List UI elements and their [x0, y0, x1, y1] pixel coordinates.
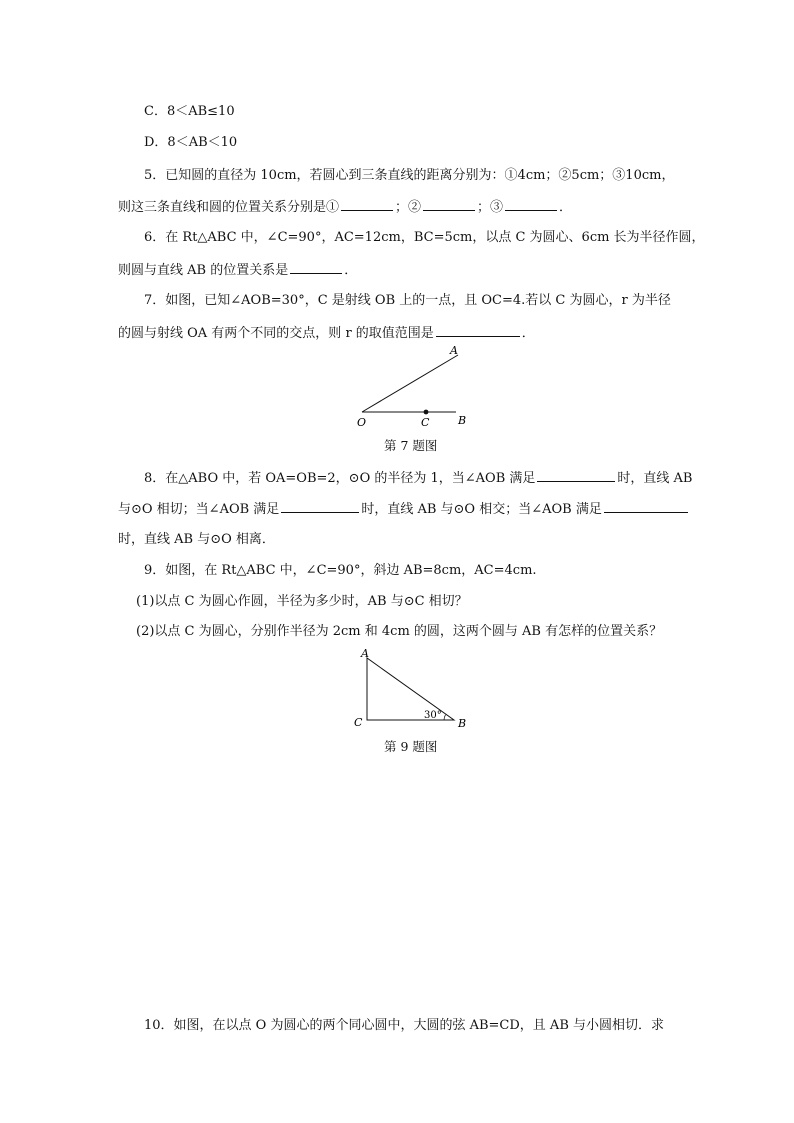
q6-text-a: 则圆与直线 AB 的位置关系是 — [118, 263, 289, 278]
q7-figure — [350, 343, 480, 431]
q9-line-1: 9．如图，在 Rt△ABC 中，∠C=90°，斜边 AB=8cm，AC=4cm. — [144, 563, 537, 578]
label-c: C — [354, 716, 363, 729]
q9-line-3: (2)以点 C 为圆心，分别作半径为 2cm 和 4cm 的圆，这两个圆与 AB 有怎样的位置关系？ — [136, 624, 663, 639]
q6-text-b: ． — [344, 263, 358, 278]
point-c — [424, 410, 429, 415]
angle-b-arc — [444, 715, 446, 720]
q4-option-c: C．8＜AB≤10 — [144, 104, 235, 119]
q9-caption: 第 9 题图 — [384, 739, 438, 754]
q10-line-1: 10．如图，在以点 O 为圆心的两个同心圆中，大圆的弦 AB=CD，且 AB 与小圆相切．求 — [144, 1018, 665, 1033]
q5-text-d: ． — [559, 200, 573, 215]
q8-text-1b: 时，直线 AB — [617, 471, 693, 486]
label-o: O — [357, 416, 367, 429]
q8-blank-1[interactable] — [537, 467, 615, 482]
q5-blank-1[interactable] — [341, 196, 393, 211]
label-b: B — [458, 717, 467, 730]
q8-text-2a: 与⊙O 相切；当∠AOB 满足 — [118, 502, 280, 517]
q7-text-a: 的圆与射线 OA 有两个不同的交点，则 r 的取值范围是 — [118, 326, 434, 341]
label-a: A — [450, 344, 458, 357]
q5-text-a: 则这三条直线和圆的位置关系分别是① — [118, 200, 340, 215]
q7-text-b: ． — [521, 326, 535, 341]
q6-blank[interactable] — [290, 259, 342, 274]
q7-blank[interactable] — [436, 322, 520, 337]
q5-text-b: ；② — [395, 200, 422, 215]
q9-figure — [352, 646, 472, 732]
q5-line-2 — [118, 196, 572, 218]
q5-blank-2[interactable] — [423, 196, 475, 211]
q8-text-2b: 时，直线 AB 与⊙O 相交；当∠AOB 满足 — [361, 502, 602, 517]
q4-option-d: D．8＜AB＜10 — [144, 135, 238, 150]
q8-blank-2[interactable] — [281, 498, 359, 513]
q7-caption: 第 7 题图 — [384, 438, 438, 453]
label-b: B — [458, 414, 467, 427]
q8-text-1a: 8．在△ABO 中，若 OA=OB=2，⊙O 的半径为 1，当∠AOB 满足 — [144, 471, 536, 486]
ray-oa — [362, 355, 458, 412]
q5-line-1: 5．已知圆的直径为 10cm，若圆心到三条直线的距离分别为：①4cm；②5cm；③10cm， — [144, 168, 675, 183]
q8-line-2 — [118, 498, 690, 520]
label-a: A — [361, 647, 369, 660]
q7-line-1: 7．如图，已知∠AOB=30°，C 是射线 OB 上的一点，且 OC=4.若以 C 为圆心，r 为半径 — [144, 293, 671, 308]
q5-text-c: ；③ — [477, 200, 504, 215]
q6-line-1: 6．在 Rt△ABC 中，∠C=90°，AC=12cm，BC=5cm，以点 C 为圆心、6cm 长为半径作圆， — [144, 230, 705, 245]
q8-blank-3[interactable] — [604, 498, 688, 513]
q6-line-2 — [118, 259, 357, 281]
label-c: C — [421, 416, 430, 429]
q5-blank-3[interactable] — [505, 196, 557, 211]
q8-line-3: 时，直线 AB 与⊙O 相离． — [118, 532, 275, 547]
q8-line-1 — [144, 467, 692, 489]
q7-line-2 — [118, 322, 535, 344]
label-angle: 30° — [424, 710, 442, 721]
q9-line-2: (1)以点 C 为圆心作圆，半径为多少时，AB 与⊙C 相切？ — [136, 594, 468, 609]
